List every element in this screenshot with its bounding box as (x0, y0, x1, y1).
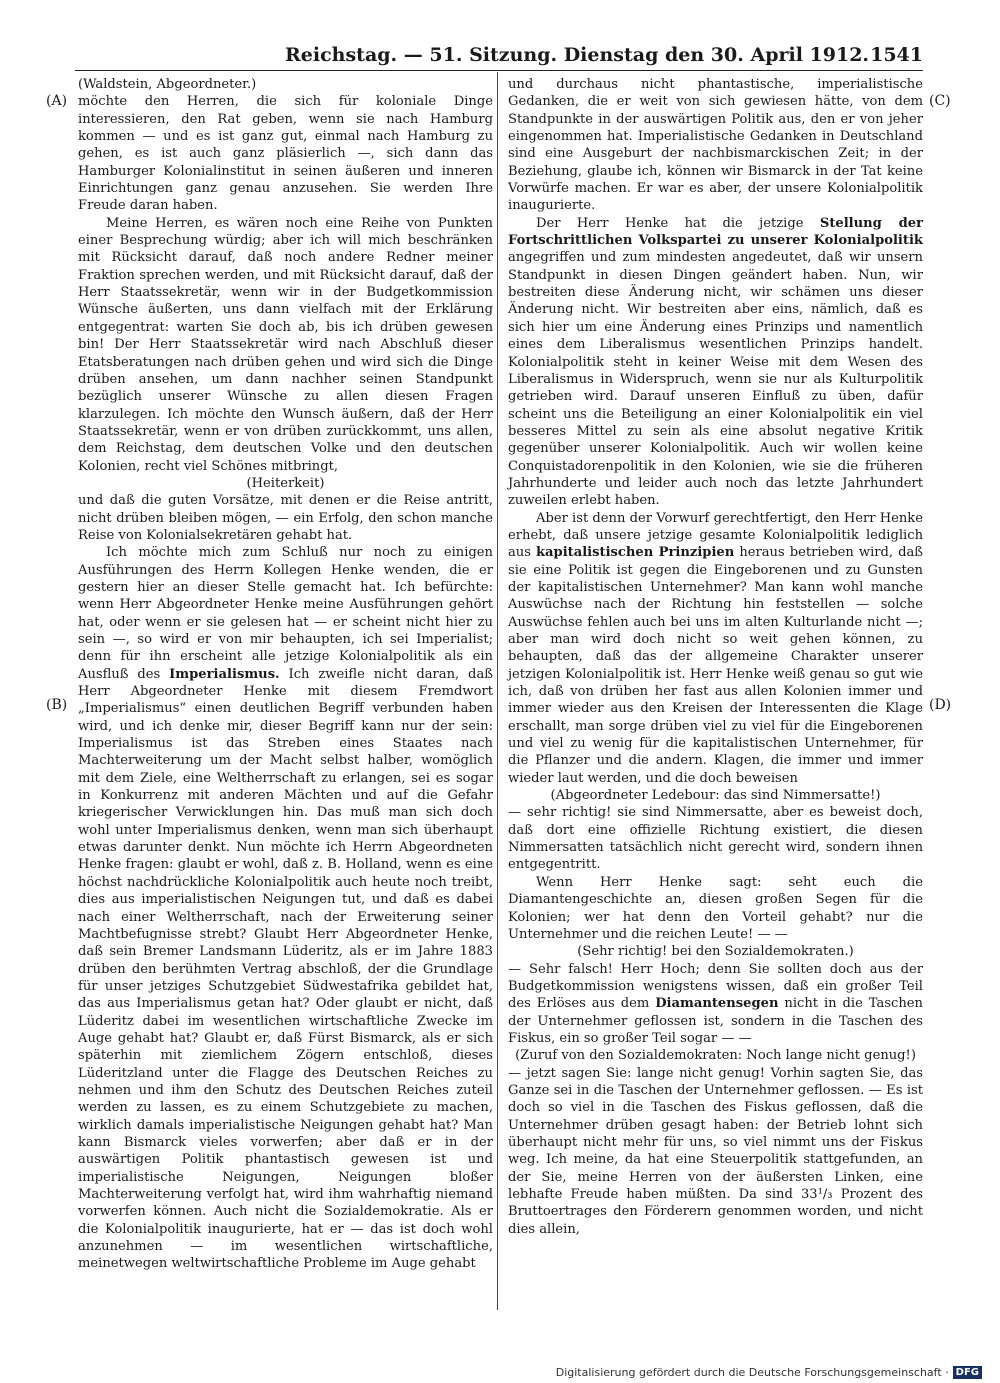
paragraph-text: Ich möchte mich zum Schluß nur noch zu einigen Ausführungen des Herrn Kollegen Henke wenden, die er gestern hier an dieser Stelle gemacht hat. Ich befürchte: wenn Herr Abgeordneter Henke meine Ausführungen gehört hat, oder wenn er sie gelesen hat — er scheint nicht hier zu sein —, so wird er von mir behaupten, ich sei Imperialist; denn für ihn erscheint alle jetzige Kolonialpolitik als ein Ausfluß des (78, 545, 493, 682)
margin-mark-d: (D) (929, 697, 952, 713)
margin-mark-a: (A) (46, 93, 68, 109)
paragraph (508, 215, 923, 510)
footer-text: Digitalisierung gefördert durch die Deutsche Forschungsgemeinschaft · (555, 1366, 949, 1379)
footer (556, 1366, 982, 1379)
paragraph-text: Ich zweifle nicht daran, daß Herr Abgeordneter Henke mit diesem Fremdwort „Imperialismus“ einen deutlichen Begriff verbunden haben wird, und ich denke mir, dieser Begriff kann nur der sein: Imperialismus ist das Streben eines Staates nach Machterweiterung um der Macht selbst halber, womöglich mit dem Ziele, eine Weltherrschaft zu erlangen, sei es sogar in Konkurrenz mit anderen Mächten und auf die Gefahr kriegerischer Verwicklungen hin. Das muß man sich doch wohl unter Imperialismus denken, wenn man sich überhaupt etwas darunter denkt. Nun möchte ich Herrn Abgeordneten Henke fragen: glaubt er wohl, daß z. B. Holland, wenn es eine höchst nachdrückliche Kolonialpolitik auch heute noch treibt, dies aus imperialistischen Neigungen tut, und daß es dabei nach einer Weltherrschaft, nach der Erweiterung seiner Machtbefugnisse strebt? Glaubt Herr Abgeordneter Henke, daß sein Bremer Landsmann Lüderitz, als er im Jahre 1883 drüben den berühmten Vertrag abschloß, der die Grundlage für unser jetziges Schutzgebiet Südwestafrika gebildet hat, das aus Imperialismus getan hat? Oder glaubt er nicht, daß Lüderitz dabei im wesentlichen wirtschaftliche Zwecke im Auge gehabt hat? Glaubt er, daß Fürst Bismarck, als er sich späterhin mit ziemlichem Zögern entschloß, dieses Lüderitzland unter die Flagge des Deutschen Reiches zu nehmen und ihm den Schutz des Deutschen Reiches zuteil werden zu lassen, es zu einem Schutzgebiete zu machen, wirklich damals imperialistische Neigungen gehabt hat? Man kann Bismarck vieles vorwerfen; aber daß er in der auswärtigen Politik phantastisch gewesen ist und imperialistische Neigungen, Neigungen bloßer Machterweiterung verfolgt hat, wird ihm wahrhaftig niemand vorwerfen können. Auch nicht die Sozialdemokratie. Als er die Kolonialpolitik inaugurierte, hat er — das ist doch wohl anzunehmen — im wesentlichen wirtschaftliche, meinetwegen weltwirtschaftliche Probleme im Auge gehabt (78, 666, 493, 1272)
speaker-note: (Waldstein, Abgeordneter.) (78, 77, 257, 92)
column-divider (497, 72, 498, 1310)
paragraph-text: heraus betrieben wird, daß sie eine Politik ist gegen die Eingeborenen und zu Gunsten der kapitalistischen Unternehmer? Man kann wohl manche Auswüchse nach der Richtung hin feststellen — solche Auswüchse fehlen auch bei uns im alten Kulturlande nicht —; aber man wird doch nicht so weit gehen können, zu behaupten, daß das der allgemeine Charakter unserer jetzigen Kolonialpolitik ist. Herr Henke weiß genau so gut wie ich, daß von drüben her fast aus allen Kolonien immer und immer wieder aus den Kreisen der Interessenten die Klage erschallt, man sorge drüben viel zu viel für die Eingeborenen und viel zu wenig für die kapitalistischen Unternehmer, für die Pflanzer und die andern. Klagen, die immer und immer wieder laut werden, und die doch beweisen (508, 545, 924, 786)
paragraph (508, 510, 923, 788)
margin-mark-c: (C) (929, 93, 951, 109)
interjection: (Heiterkeit) (246, 475, 325, 491)
paragraph-text: Aber ist denn der Vorwurf gerechtfertigt, den Herr Henke erhebt, daß unsere jetzige gesamte Kolonialpolitik lediglich aus (508, 510, 923, 561)
interjection: (Zuruf von den Sozialdemokraten: Noch lange nicht genug!) (515, 1048, 916, 1064)
paragraph: — jetzt sagen Sie: lange nicht genug! Vorhin sagten Sie, das Ganze sei in die Taschen der Unternehmer geflossen. — Es ist doch so viel in die Taschen des Fiskus geflossen, daß die Unternehmer drüben gesagt haben: der Betrieb lohnt sich überhaupt nicht mehr für uns, so viel nimmt uns der Fiskus weg. Ich meine, da hat eine Steuerpolitik stattgefunden, an der Sie, meine Herren von der äußersten Linken, eine lebhafte Freude haben müßten. Da sind 33¹/₃ Prozent des Bruttoertrages den Förderern genommen worden, und nicht dies allein, (508, 1065, 923, 1237)
right-column (508, 76, 923, 1238)
keyword-stellung: Stellung der Fortschrittlichen Volkspartei zu unserer Kolonialpolitik (508, 215, 923, 249)
paragraph-text: angegriffen und zum mindesten angedeutet, daß wir unsern Standpunkt in diesen Dingen geändert haben. Nun, wir bestreiten diese Änderung nicht, wir schämen uns dieser Änderung nicht. Wir bestreiten aber eins, nämlich, daß es sich hier um eine Änderung eines Prinzips und namentlich eines dem Liberalismus wesentlichen Prinzips handelt. Kolonialpolitik steht in keiner Weise mit dem Wesen des Liberalismus in Widerspruch, wenn sie nur als Kulturpolitik getrieben wird. Darauf unseren Einfluß zu üben, dafür scheint uns die Beteiligung an einer Kolonialpolitik ein viel besseres Mittel zu sein als eine absolut negative Kritik gegenüber unserer Kolonialpolitik. Auch wir wollen keine Conquistadorenpolitik in den Kolonien, wie sie die früheren Jahrhunderte und leider auch noch das letzte Jahrhundert zuweilen erlebt haben. (508, 250, 923, 509)
page-number: 1541 (870, 44, 923, 66)
paragraph-text: — Sehr falsch! Herr Hoch; denn Sie sollten doch aus der Budgetkommission wenigstens wissen, daß ein großer Teil des Erlöses aus dem (508, 961, 923, 1012)
paragraph: Meine Herren, es wären noch eine Reihe von Punkten einer Besprechung würdig; aber ich will mich beschränken mit Rücksicht darauf, daß noch andere Redner meiner Fraktion sprechen werden, und mit Rücksicht darauf, daß der Herr Staatssekretär, wenn wir in der Budgetkommission Wünsche äußerten, uns dann vielfach mit der Erklärung entgegentrat: warten Sie doch ab, bis ich drüben gewesen bin! Der Herr Staatssekretär wird nach Abschluß dieser Etatsberatungen nach drüben gehen und wird sich die Dinge drüben ansehen, um dann nachher seinen Standpunkt bezüglich unserer Wünsche zu allen diesen Fragen klarzulegen. Ich möchte den Wunsch äußern, daß der Herr Staatssekretär, wenn er von drüben zurückkommt, uns allen, dem Reichstag, dem deutschen Volke und den deutschen Kolonien, recht viel Schönes mitbringt, (78, 215, 493, 474)
keyword-kapitalistisch: kapitalistischen Prinzipien (535, 545, 735, 561)
paragraph (508, 961, 923, 1048)
paragraph (78, 544, 493, 1272)
paragraph-text: nicht in die Taschen der Unternehmer geflossen ist, sondern in die Taschen des Fiskus, ein so großer Teil sogar — — (508, 996, 923, 1046)
paragraph: und daß die guten Vorsätze, mit denen er die Reise antritt, nicht drüben bleiben mögen, — ein Erfolg, den schon manche Reise von Kolonialsekretären gehabt hat. (78, 493, 493, 543)
interjection: (Abgeordneter Ledebour: das sind Nimmersatte!) (550, 788, 881, 804)
left-column (78, 76, 493, 1273)
running-title: Reichstag. — 51. Sitzung. Dienstag den 30. April 1912. (285, 44, 870, 66)
keyword-diamantensegen: Diamantensegen (655, 996, 779, 1012)
dfg-logo: DFG (953, 1366, 982, 1379)
page-header (75, 42, 923, 68)
margin-mark-b: (B) (46, 697, 68, 713)
keyword-imperialismus: Imperialismus. (169, 666, 280, 682)
paragraph: möchte den Herren, die sich für koloniale Dinge interessieren, den Rat geben, wenn sie nach Hamburg kommen — und es ist ganz gut, einmal nach Hamburg zu gehen, es ist auch ganz pläsierlich —, sich dann das Hamburger Kolonialinstitut in seinen äußeren und inneren Einrichtungen ganz genau anzusehen. Sie werden Ihre Freude daran haben. (78, 94, 493, 214)
paragraph-text: Der Herr Henke hat die jetzige (536, 215, 804, 231)
paragraph: Wenn Herr Henke sagt: seht euch die Diamantengeschichte an, diesen großen Segen für die Kolonien; wer hat denn den Vorteil gehabt? nur die Unternehmer und die reichen Leute! — — (508, 874, 923, 942)
interjection: (Sehr richtig! bei den Sozialdemokraten.) (577, 944, 854, 960)
paragraph: — sehr richtig! sie sind Nimmersatte, aber es beweist doch, daß dort eine offizielle Richtung existiert, die diesen Nimmersatten tatsächlich nicht gerecht wird, sondern ihnen entgegentritt. (508, 805, 923, 873)
header-rule (75, 70, 923, 71)
paragraph: und durchaus nicht phantastische, imperialistische Gedanken, die er weit von sich gewiesen hätte, von dem Standpunkte in der auswärtigen Politik aus, den er von jeher eingenommen hat. Imperialistische Gedanken in Deutschland sind eine Ausgeburt der nachbismarckischen Zeit; in der Beziehung, glaube ich, können wir Bismarck in der Tat keine Vorwürfe machen. Er war es aber, der unsere Kolonialpolitik inaugurierte. (508, 77, 923, 214)
